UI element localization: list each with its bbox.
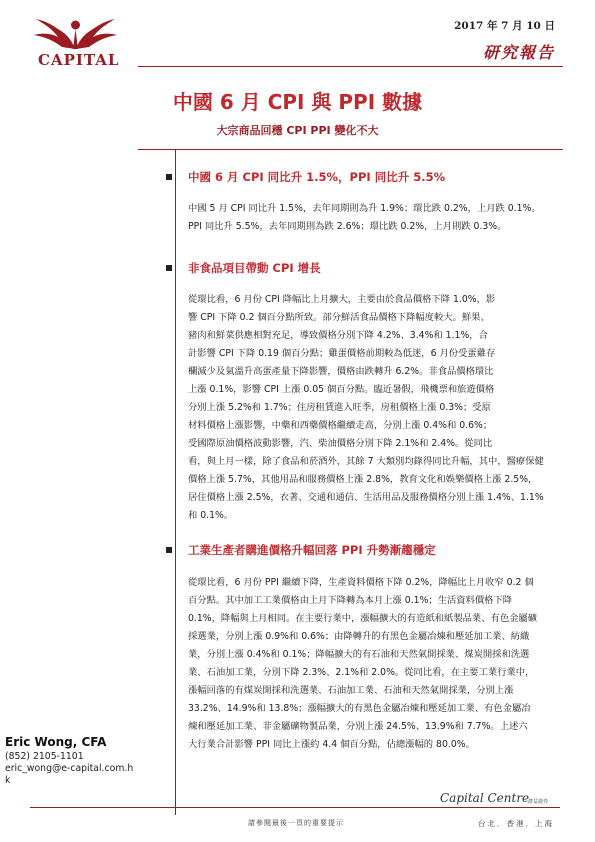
page-subtitle: 大宗商品回穩 CPI PPI 變化不大	[216, 124, 379, 137]
author-block	[5, 735, 170, 787]
disclaimer-note: 請參閱最後一頁的重要提示	[248, 819, 344, 827]
section-bullet-icon	[166, 265, 172, 271]
section-heading: 非食品項目帶動 CPI 增長	[188, 261, 321, 275]
paragraph-line: 中國 5 月 CPI 同比升 1.5%，去年同期則為升 1.9%；環比跌 0.2%，上月跌 0.1%。	[188, 203, 541, 214]
paragraph-line: 33.2%、14.9%和 13.8%；漲幅擴大的有黑色金屬冶煉和壓延加工業、有色金屬冶	[188, 703, 531, 714]
page-title: 中國 6 月 CPI 與 PPI 數據	[172, 90, 423, 114]
paragraph-line: 煉和壓延加工業、非金屬礦物製品業，分別上漲 24.5%、13.9%和 7.7%。上述六	[188, 721, 528, 732]
paragraph-line: 材料價格上漲影響，中藥和西藥價格繼續走高，分別上漲 0.4%和 0.6%；	[188, 420, 493, 431]
paragraph-line: 看，與上月一樣，除了食品和菸酒外，其餘 7 大類別均錄得同比升幅，其中，醫療保健	[188, 456, 544, 467]
footer-rule	[30, 807, 560, 808]
paragraph-line: 從環比看，6 月份 CPI 降幅比上月擴大，主要由於食品價格下降 1.0%，影	[188, 294, 496, 305]
paragraph-line: 大行業合計影響 PPI 同比上漲約 4.4 個百分點，佔總漲幅的 80.0%。	[188, 739, 475, 750]
paragraph-line: 從環比看，6 月份 PPI 繼續下降，生產資料價格下降 0.2%，降幅比上月收窄 0.2 個	[188, 577, 534, 588]
paragraph-line: 價格上漲 5.7%，其他用品和服務價格上漲 2.8%，教育文化和娛樂價格上漲 2.5%，	[188, 474, 538, 485]
report-date: 2017 年 7 月 10 日	[454, 20, 555, 32]
author-email[interactable]: eric_wong@e-capital.com.h	[5, 763, 134, 774]
left-vertical-rule	[175, 150, 176, 815]
paragraph-line: 漲幅回落的有煤炭開採和洗選業、石油加工業、石油和天然氣開採業，分別上漲	[188, 685, 514, 696]
section-body	[188, 574, 563, 754]
paragraph-line: 計影響 CPI 下降 0.19 個百分點；雞蛋價格前期較為低迷，6 月份受蛋雞存	[188, 348, 496, 359]
eagle-logo-icon	[28, 15, 123, 51]
report-type-label: 研究報告	[482, 43, 555, 62]
section-bullet-icon	[166, 547, 172, 553]
paragraph-line: 欄減少及氣溫升高蛋產量下降影響，價格由跌轉升 6.2%。非食品價格環比	[188, 366, 494, 377]
paragraph-line: 豬肉和鮮菜供應相對充足，導致價格分別下降 4.2%、3.4%和 1.1%，合	[188, 330, 488, 341]
company-logo	[28, 15, 123, 69]
footer-brand: Capital Centre	[440, 791, 530, 805]
logo-wordmark: CAPITAL	[38, 51, 120, 69]
author-phone: (852) 2105-1101	[5, 751, 84, 762]
paragraph-line: 響 CPI 下降 0.2 個百分點所致。部分鮮活食品價格下降幅度較大。鮮果、	[188, 312, 490, 323]
author-name: Eric Wong, CFA	[5, 735, 107, 749]
footer-brand-sub: 群益證券	[528, 799, 549, 805]
paragraph-line: 採選業，分別上漲 0.9%和 0.6%；由降轉升的有黑色金屬冶煉和壓延加工業、紡織	[188, 631, 530, 642]
header-rule	[138, 66, 563, 67]
section-heading: 工業生產者購進價格升幅回落 PPI 升勢漸趨穩定	[188, 543, 436, 557]
paragraph-line: 居住價格上漲 2.5%，衣著、交通和通信、生活用品及服務價格分別上漲 1.4%、1.1%	[188, 492, 544, 503]
footer-cities: 台北．香港．上海	[478, 819, 554, 828]
paragraph-line: 業、石油加工業，分別下降 2.3%、2.1%和 2.0%。從同比看，在主要工業行業中，	[188, 667, 535, 678]
section-body	[188, 291, 563, 525]
section-bullet-icon	[166, 174, 172, 180]
paragraph-line: 上漲 0.1%，影響 CPI 上漲 0.05 個百分點。臨近暑假，飛機票和旅遊價格	[188, 384, 495, 395]
paragraph-line: 分別上漲 5.2%和 1.7%；住房租賃進入旺季，房租價格上漲 0.3%；受原	[188, 402, 491, 413]
paragraph-line: 業，分別上漲 0.4%和 0.1%；降幅擴大的有石油和天然氣開採業、煤炭開採和洗選	[188, 649, 530, 660]
paragraph-line: 受國際原油價格波動影響，汽、柴油價格分別下降 2.1%和 2.4%。從同比	[188, 438, 493, 449]
title-rule	[138, 149, 563, 150]
paragraph-line: PPI 同比升 5.5%，去年同期則為跌 2.6%；環比跌 0.2%，上月則跌 0.3%。	[188, 221, 507, 232]
paragraph-line: 0.1%，降幅與上月相同。在主要行業中，漲幅擴大的有造紙和紙製品業、有色金屬礦	[188, 613, 538, 624]
paragraph-line: 百分點。其中加工工業價格由上月下降轉為本月上漲 0.1%；生活資料價格下降	[188, 595, 513, 606]
author-email-continued[interactable]: k	[5, 775, 11, 786]
section-body	[188, 200, 563, 236]
section-heading: 中國 6 月 CPI 同比升 1.5%，PPI 同比升 5.5%	[188, 170, 446, 184]
paragraph-line: 和 0.1%。	[188, 510, 234, 521]
